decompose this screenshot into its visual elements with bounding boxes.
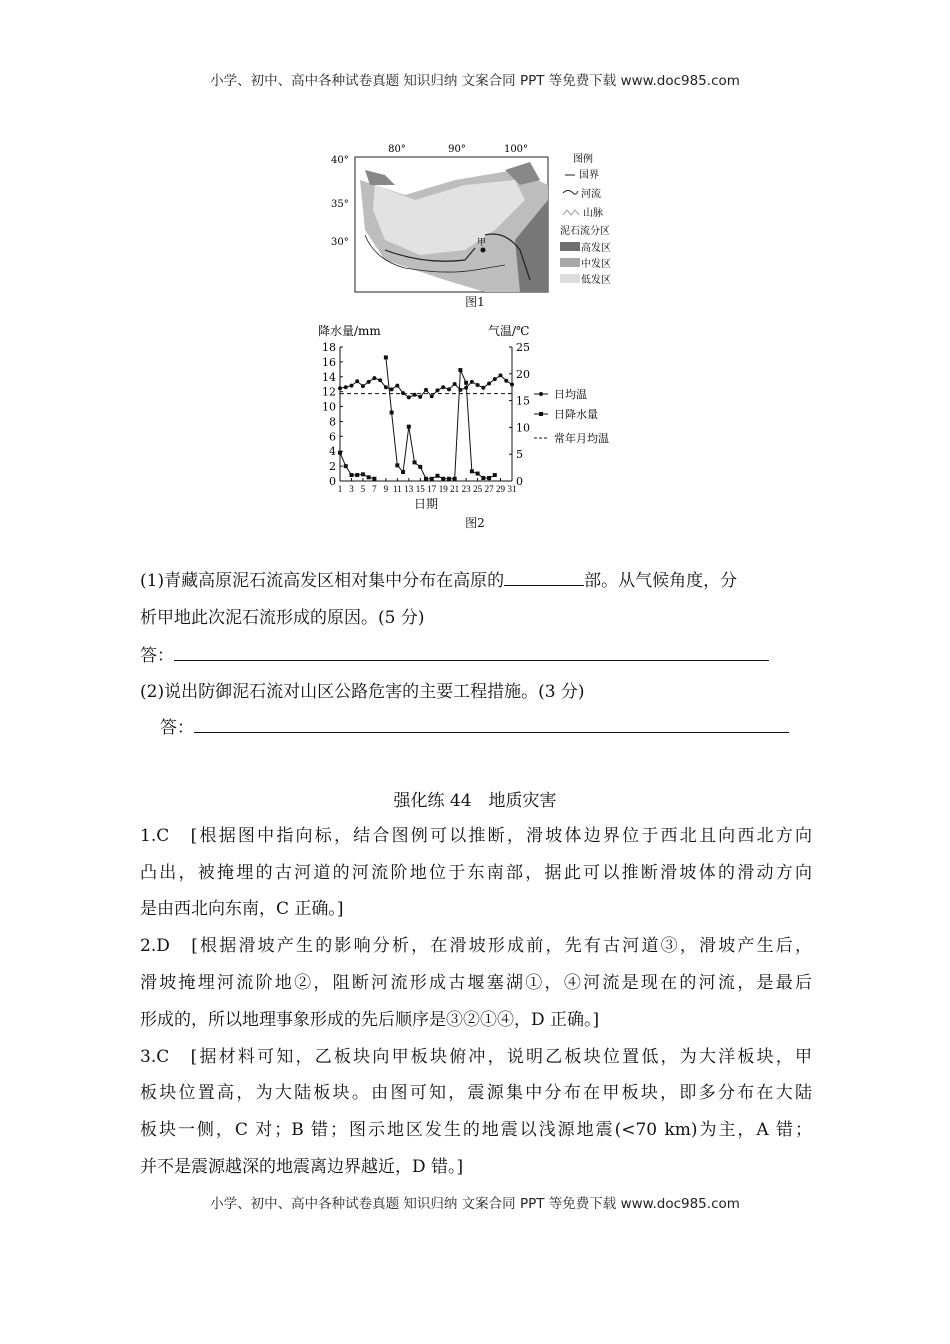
temperature-point (355, 379, 359, 383)
temperature-point (510, 383, 514, 387)
temperature-point (384, 385, 388, 389)
x-axis-label: 日期 (414, 497, 439, 511)
x-tick-label: 5 (360, 484, 366, 494)
x-tick-label: 29 (496, 484, 506, 494)
legend-label: 日降水量 (554, 408, 598, 421)
temperature-point (504, 379, 508, 383)
legend-item: 低发区 (581, 275, 611, 286)
lon-label: 100° (503, 144, 529, 155)
x-tick-label: 25 (473, 484, 483, 494)
temperature-point (390, 387, 394, 391)
temperature-point (453, 382, 457, 386)
answer-text: 板块位置高，为大陆板块。由图可知，震源集中分布在甲板块，即多分布在大陆 (140, 1083, 812, 1103)
y-right-tick-label: 20 (516, 367, 530, 381)
x-tick-label: 1 (337, 484, 343, 494)
temperature-point (418, 395, 422, 399)
x-tick-label: 13 (404, 484, 414, 494)
y-tick-label: 12 (322, 385, 336, 399)
x-tick-label: 19 (438, 484, 448, 494)
answer-label: 答： (140, 646, 174, 666)
answer-line[interactable] (194, 718, 789, 733)
figure1-map (325, 140, 635, 300)
temperature-point (487, 381, 491, 385)
y-tick-label: 8 (329, 415, 336, 429)
question-1-cont: 析甲地此次泥石流形成的原因。(5 分) (140, 608, 425, 628)
chart-legend (534, 387, 609, 445)
x-tick-label: 21 (450, 484, 460, 494)
question-1 (140, 566, 812, 591)
y-right-tick-label: 5 (516, 448, 523, 462)
map-legend (560, 152, 611, 286)
x-tick-label: 31 (507, 484, 517, 494)
temperature-point (407, 395, 411, 399)
section-title: 强化练 44 地质灾害 (393, 791, 557, 811)
fill-blank[interactable] (504, 569, 584, 586)
x-tick-label: 23 (461, 484, 471, 494)
temperature-point (441, 385, 445, 389)
x-tick-label: 27 (484, 484, 494, 494)
lon-label: 90° (448, 144, 466, 155)
legend-item: 山脉 (583, 208, 603, 219)
answer-1 (140, 641, 812, 666)
x-tick-label: 9 (383, 484, 389, 494)
temperature-point (378, 378, 382, 382)
legend-item: 河流 (581, 189, 601, 200)
legend-label: 常年月均温 (554, 432, 609, 445)
x-tick-label: 7 (372, 484, 377, 494)
figure2-chart (310, 322, 640, 514)
y-right-tick-label: 0 (516, 475, 523, 488)
y-left-label: 降水量/mm (318, 324, 381, 338)
point-label: 甲 (477, 238, 487, 248)
answer-text: 形成的，所以地理事象形成的先后顺序是③②①④，D 正确。] (140, 1010, 600, 1030)
y-right-tick-label: 10 (516, 421, 530, 435)
temperature-point (338, 386, 342, 390)
y-right-tick-label: 15 (516, 394, 530, 408)
temperature-point (413, 393, 417, 397)
legend-item: 中发区 (581, 259, 611, 270)
y-tick-label: 16 (322, 355, 336, 369)
y-tick-label: 14 (322, 370, 336, 384)
legend-label: 日均温 (554, 388, 587, 401)
x-tick-label: 17 (427, 484, 437, 494)
answer-text: 滑坡掩埋河流阶地②，阻断河流形成古堰塞湖①，④河流是现在的河流，是最后 (140, 973, 812, 993)
x-tick-label: 3 (349, 484, 354, 494)
page-footer: 小学、初中、高中各种试卷真题 知识归纳 文案合同 PPT 等免费下载 www.doc985.com (210, 1196, 740, 1212)
question-text: 部。从气候角度，分 (584, 571, 738, 591)
answer-2 (160, 713, 832, 738)
y-tick-label: 10 (322, 400, 336, 414)
precipitation-line (340, 453, 374, 479)
lon-label: 80° (388, 144, 406, 155)
y-tick-label: 18 (322, 341, 336, 354)
legend-title: 泥石流分区 (560, 226, 610, 237)
temperature-point (372, 376, 376, 380)
lon-labels (388, 144, 528, 155)
temperature-point (476, 383, 480, 387)
y-tick-label: 0 (329, 475, 336, 488)
x-tick-label: 11 (392, 484, 402, 494)
question-2: (2)说出防御泥石流对山区公路危害的主要工程措施。(3 分) (140, 682, 585, 702)
temperature-point (361, 384, 365, 388)
temperature-point (447, 387, 451, 391)
page-header: 小学、初中、高中各种试卷真题 知识归纳 文案合同 PPT 等免费下载 www.doc985.com (210, 73, 740, 89)
temperature-point (499, 373, 503, 377)
temperature-point (493, 377, 497, 381)
answer-text: 2.D [根据滑坡产生的影响分析，在滑坡形成前，先有古河道③，滑坡产生后， (140, 936, 812, 956)
answer-label: 答： (160, 718, 194, 738)
figure1-caption: 图1 (465, 295, 485, 309)
y-right-label: 气温/℃ (488, 324, 530, 338)
y-right-tick-label: 25 (516, 341, 530, 354)
precipitation-line (386, 357, 495, 478)
legend-item: 高发区 (581, 243, 611, 254)
y-tick-label: 6 (329, 430, 336, 444)
answer-text: 3.C [据材料可知，乙板块向甲板块俯冲，说明乙板块位置低，为大洋板块，甲 (140, 1047, 812, 1067)
figure2-caption: 图2 (465, 516, 485, 530)
lat-label: 30° (331, 237, 349, 248)
temperature-point (481, 386, 485, 390)
temperature-point (401, 391, 405, 395)
answer-text: 并不是震源越深的地震离边界越近，D 错。] (140, 1157, 464, 1177)
temperature-point (430, 394, 434, 398)
temperature-point (424, 388, 428, 392)
answer-line[interactable] (174, 646, 769, 661)
y-tick-label: 2 (329, 460, 336, 474)
answer-text: 是由西北向东南，C 正确。] (140, 899, 344, 919)
lat-label: 40° (331, 155, 349, 166)
temperature-point (435, 388, 439, 392)
answer-text: 板块一侧，C 对；B 错；图示地区发生的地震以浅源地震(<70 km)为主，A 错； (140, 1120, 812, 1140)
answer-text: 凸出，被掩埋的古河道的河流阶地位于东南部，据此可以推断滑坡体的滑动方向 (140, 863, 812, 883)
y-tick-label: 4 (329, 445, 336, 459)
x-tick-label: 15 (415, 484, 425, 494)
temperature-point (344, 385, 348, 389)
temperature-point (367, 380, 371, 384)
legend-title: 图例 (573, 154, 593, 165)
temperature-point (470, 380, 474, 384)
lat-label: 35° (331, 199, 349, 210)
temperature-point (349, 384, 353, 388)
temperature-point (395, 384, 399, 388)
answer-text: 1.C [根据图中指向标，结合图例可以推断，滑坡体边界位于西北且向西北方向 (140, 826, 812, 846)
question-text: (1)青藏高原泥石流高发区相对集中分布在高原的 (140, 571, 505, 591)
legend-item: 国界 (579, 170, 599, 181)
